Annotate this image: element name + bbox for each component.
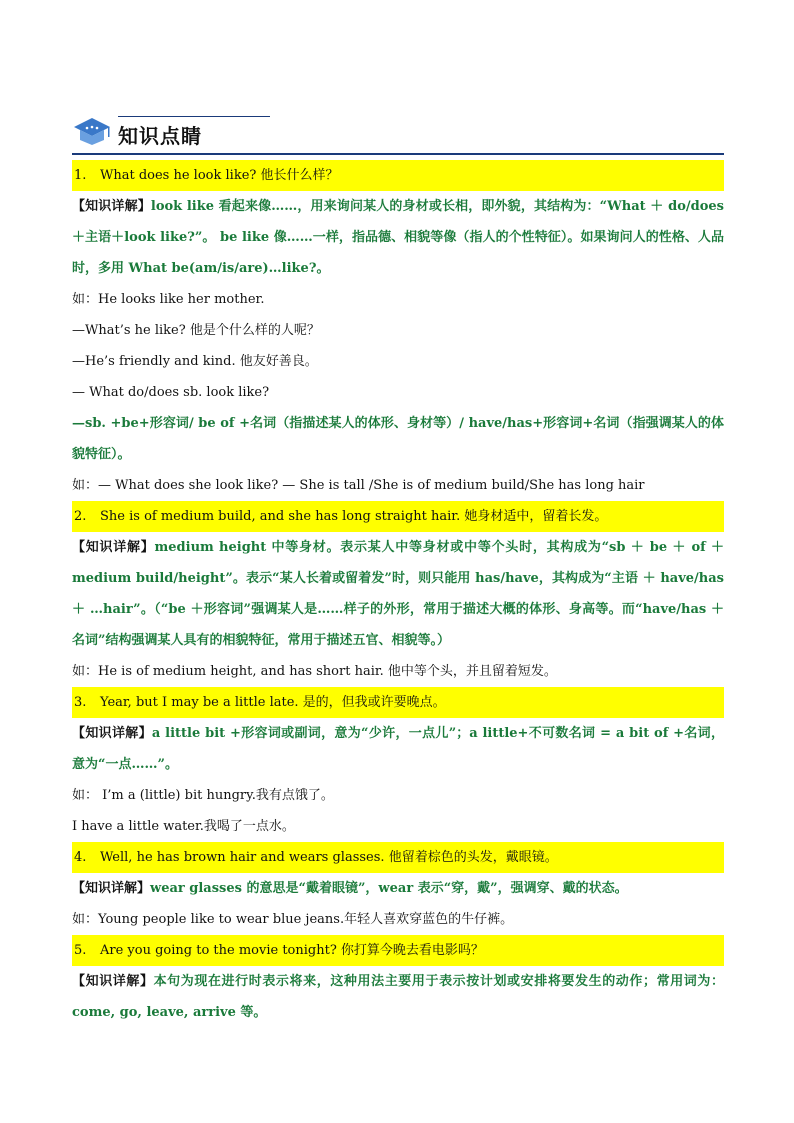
example-line: 如：— What does she look like? — She is tall /She is of medium build/She has long hair — [72, 478, 645, 493]
item-sentence-text: Are you going to the movie tonight? 你打算今晚去看电影吗？ — [100, 943, 484, 958]
detail-tag: 【知识详解】 — [72, 540, 155, 555]
section-title: 知识点睛 — [118, 124, 202, 148]
content — [72, 160, 724, 1028]
detail-tag: 【知识详解】 — [72, 199, 151, 214]
item-sentence-text: Well, he has brown hair and wears glasses. 他留着棕色的头发，戴眼镜。 — [100, 850, 558, 865]
item-sentence-text: Year, but I may be a little late. 是的，但我或许要晚点。 — [100, 695, 446, 710]
item-detail — [72, 966, 724, 1028]
item-sentence — [72, 935, 724, 966]
item-sentence — [72, 501, 724, 532]
detail-text: look like 看起来像……，用来询问某人的身材或长相，即外貌，其结构为：“What ＋ do/does ＋主语＋look like?”。 be like 像……一样，指品德、相貌等像（指人的个性特征）。如果询问人的性格、人品时，多用 What be(am/is/are)…like?。 — [72, 199, 724, 276]
detail-text: medium height 中等身材。表示某人中等身材或中等个头时，其构成为“sb ＋ be ＋ of ＋ medium build/height”。表示“某人长着或留着发”时，则只能用 has/have，其构成为“主语 ＋ have/has ＋ …hair”。（“be ＋形容词”强调某人是……样子的外形，常用于描述大概的体形、身高等。而“have/has ＋名词”结构强调某人具有的相貌特征，常用于描述五官、相貌等。） — [72, 540, 724, 648]
example-line: I have a little water.我喝了一点水。 — [72, 819, 295, 834]
example-line: 如：He looks like her mother. — [72, 292, 265, 307]
example-line: 如： I’m a (little) bit hungry.我有点饿了。 — [72, 788, 334, 803]
detail-tag: 【知识详解】 — [72, 974, 154, 989]
item-number: 1. — [74, 168, 87, 183]
example-line: —What’s he like? 他是个什么样的人呢？ — [72, 323, 320, 338]
detail-tag: 【知识详解】 — [72, 726, 152, 741]
item-sentence — [72, 160, 724, 191]
example-line: 如：He is of medium height, and has short hair. 他中等个头，并且留着短发。 — [72, 664, 557, 679]
detail-text: a little bit +形容词或副词，意为“少许，一点儿”；a little+不可数名词 = a bit of +名词，意为“一点……”。 — [72, 726, 724, 772]
detail-text: 本句为现在进行时表示将来，这种用法主要用于表示按计划或安排将要发生的动作；常用词为：come, go, leave, arrive 等。 — [72, 974, 724, 1020]
example-line: 如：Young people like to wear blue jeans.年轻人喜欢穿蓝色的牛仔裤。 — [72, 912, 514, 927]
item-sentence — [72, 687, 724, 718]
item-sentence-text: What does he look like? 他长什么样？ — [100, 168, 339, 183]
detail-text: wear glasses 的意思是“戴着眼镜”，wear 表示“穿，戴”，强调穿、戴的状态。 — [150, 881, 628, 896]
item-detail — [72, 718, 724, 780]
item-detail — [72, 191, 724, 284]
graduation-cap-icon — [72, 114, 112, 148]
item-detail — [72, 532, 724, 656]
item-sentence — [72, 842, 724, 873]
item-sentence-text: She is of medium build, and she has long straight hair. 她身材适中，留着长发。 — [100, 509, 608, 524]
item-number: 5. — [74, 943, 87, 958]
structure-note: —sb. +be+形容词/ be of +名词（指描述某人的体形、身材等）/ have/has+形容词+名词（指强调某人的体貌特征）。 — [72, 416, 724, 462]
item-number: 2. — [74, 509, 87, 524]
example-line: — What do/does sb. look like? — [72, 385, 270, 400]
detail-tag: 【知识详解】 — [72, 881, 151, 896]
item-detail — [72, 873, 724, 904]
item-number: 4. — [74, 850, 87, 865]
example-line: —He’s friendly and kind. 他友好善良。 — [72, 354, 318, 369]
section-header — [72, 112, 724, 156]
title-rule-bottom — [72, 153, 724, 155]
title-rule-top — [118, 116, 270, 117]
item-number: 3. — [74, 695, 87, 710]
